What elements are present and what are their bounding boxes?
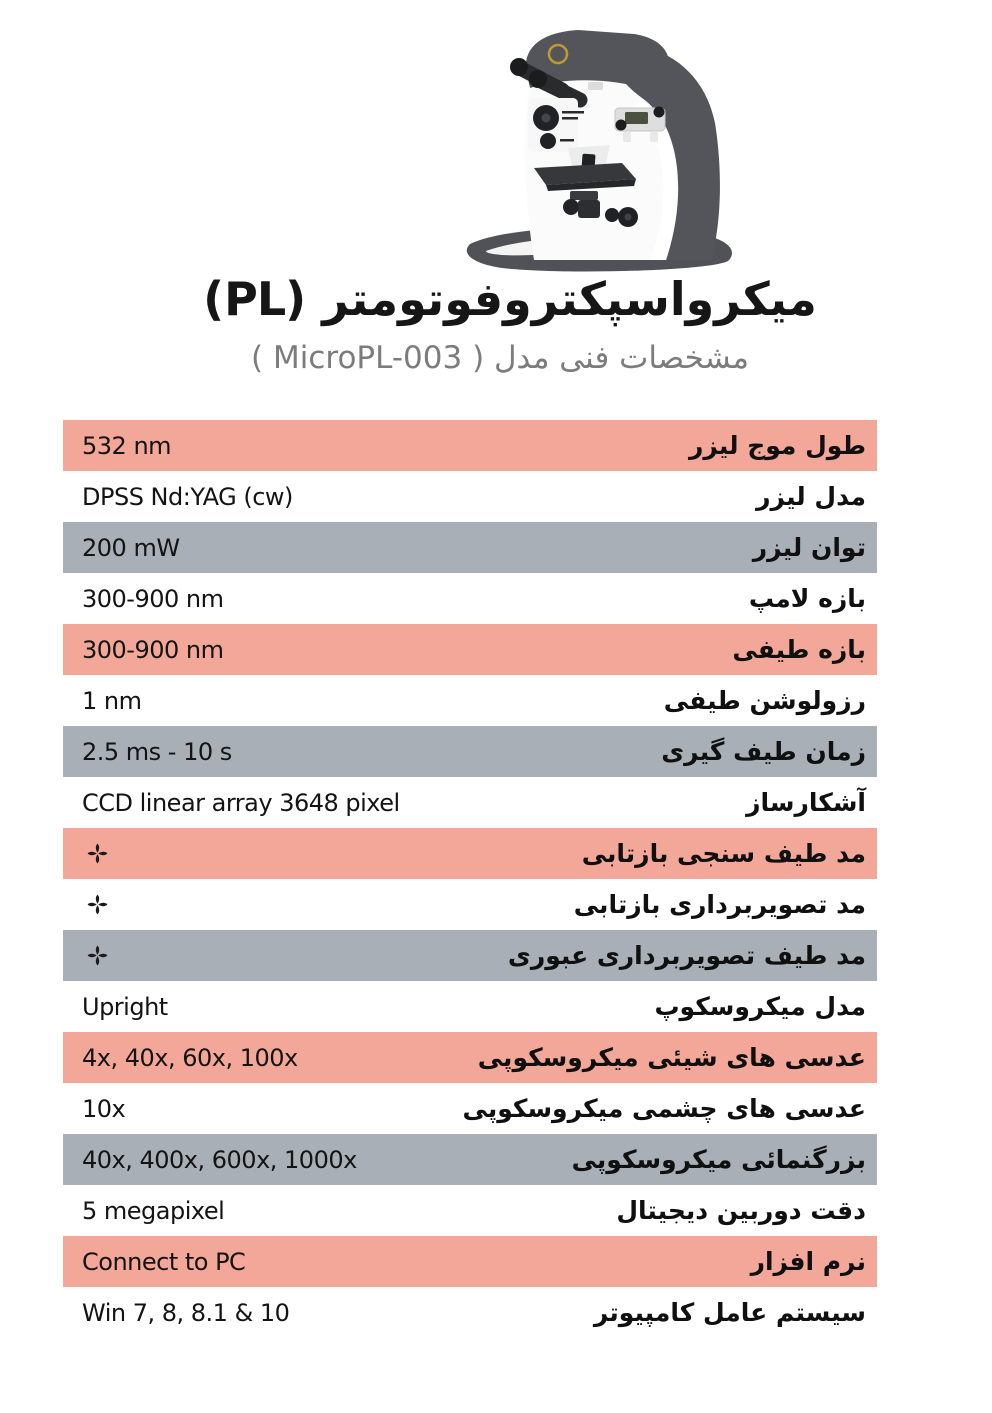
spec-value: Upright [82, 992, 168, 1021]
spec-row-13 [63, 1032, 877, 1083]
spec-row-1 [63, 420, 877, 471]
spec-label: رزولوشن طیفی [663, 686, 866, 715]
spec-row-8 [63, 777, 877, 828]
spec-label: مد طیف تصویربرداری عبوری [507, 941, 866, 970]
mode-available-cell [63, 840, 111, 867]
spec-value: Connect to PC [82, 1247, 246, 1276]
spec-label: بازه طیفی [732, 635, 866, 664]
spec-row-14 [63, 1083, 877, 1134]
spec-label: مد تصویربرداری بازتابی [573, 890, 866, 919]
mode-available-cell [63, 891, 111, 918]
page-title: میکرواسپکتروفوتومتر (PL) [203, 272, 817, 326]
spec-label: توان لیزر [752, 533, 866, 562]
spec-value: 40x, 400x, 600x, 1000x [82, 1145, 357, 1174]
spec-value: DPSS Nd:YAG (cw) [82, 482, 293, 511]
spec-value: 300-900 nm [82, 584, 224, 613]
spec-label: دقت دوربین دیجیتال [616, 1196, 866, 1225]
microscope-illustration [440, 8, 770, 278]
spec-label: مدل لیزر [756, 482, 866, 511]
spec-value: 1 nm [82, 686, 142, 715]
spec-label: آشکارساز [746, 788, 866, 817]
spec-row-17 [63, 1236, 877, 1287]
spec-value: 5 megapixel [82, 1196, 225, 1225]
spec-row-2 [63, 471, 877, 522]
four-petal-asterisk-icon [84, 891, 111, 918]
spec-row-16 [63, 1185, 877, 1236]
spec-row-6 [63, 675, 877, 726]
spec-table [63, 420, 877, 1338]
mode-available-cell [63, 942, 111, 969]
spec-row-12 [63, 981, 877, 1032]
spec-row-10 [63, 879, 877, 930]
spec-value: 300-900 nm [82, 635, 224, 664]
spec-row-9 [63, 828, 877, 879]
spec-row-11 [63, 930, 877, 981]
spec-label: زمان طیف گیری [661, 737, 866, 766]
spec-value: 4x, 40x, 60x, 100x [82, 1043, 298, 1072]
spec-value: 10x [82, 1094, 126, 1123]
spec-row-15 [63, 1134, 877, 1185]
page-subtitle: مشخصات فنی مدل ( MicroPL-003 ) [251, 340, 749, 376]
spec-row-3 [63, 522, 877, 573]
spec-label: نرم افزار [750, 1247, 866, 1276]
spec-row-18 [63, 1287, 877, 1338]
spec-row-7 [63, 726, 877, 777]
four-petal-asterisk-icon [84, 840, 111, 867]
spec-label: مدل میکروسکوپ [654, 992, 866, 1021]
spec-label: عدسی های چشمی میکروسکوپی [462, 1094, 866, 1123]
spec-value: 2.5 ms - 10 s [82, 737, 232, 766]
spec-label: عدسی های شیئی میکروسکوپی [477, 1043, 866, 1072]
spec-row-4 [63, 573, 877, 624]
spec-label: طول موج لیزر [688, 431, 866, 460]
spec-row-5 [63, 624, 877, 675]
spec-label: بازه لامپ [748, 584, 866, 613]
spec-value: 200 mW [82, 533, 180, 562]
spec-value: 532 nm [82, 431, 172, 460]
spec-label: سیستم عامل کامپیوتر [593, 1298, 866, 1327]
spec-value: CCD linear array 3648 pixel [82, 788, 400, 817]
spec-label: بزرگنمائی میکروسکوپی [571, 1145, 866, 1174]
spec-label: مد طیف سنجی بازتابی [581, 839, 866, 868]
four-petal-asterisk-icon [84, 942, 111, 969]
spec-value: Win 7, 8, 8.1 & 10 [82, 1298, 290, 1327]
